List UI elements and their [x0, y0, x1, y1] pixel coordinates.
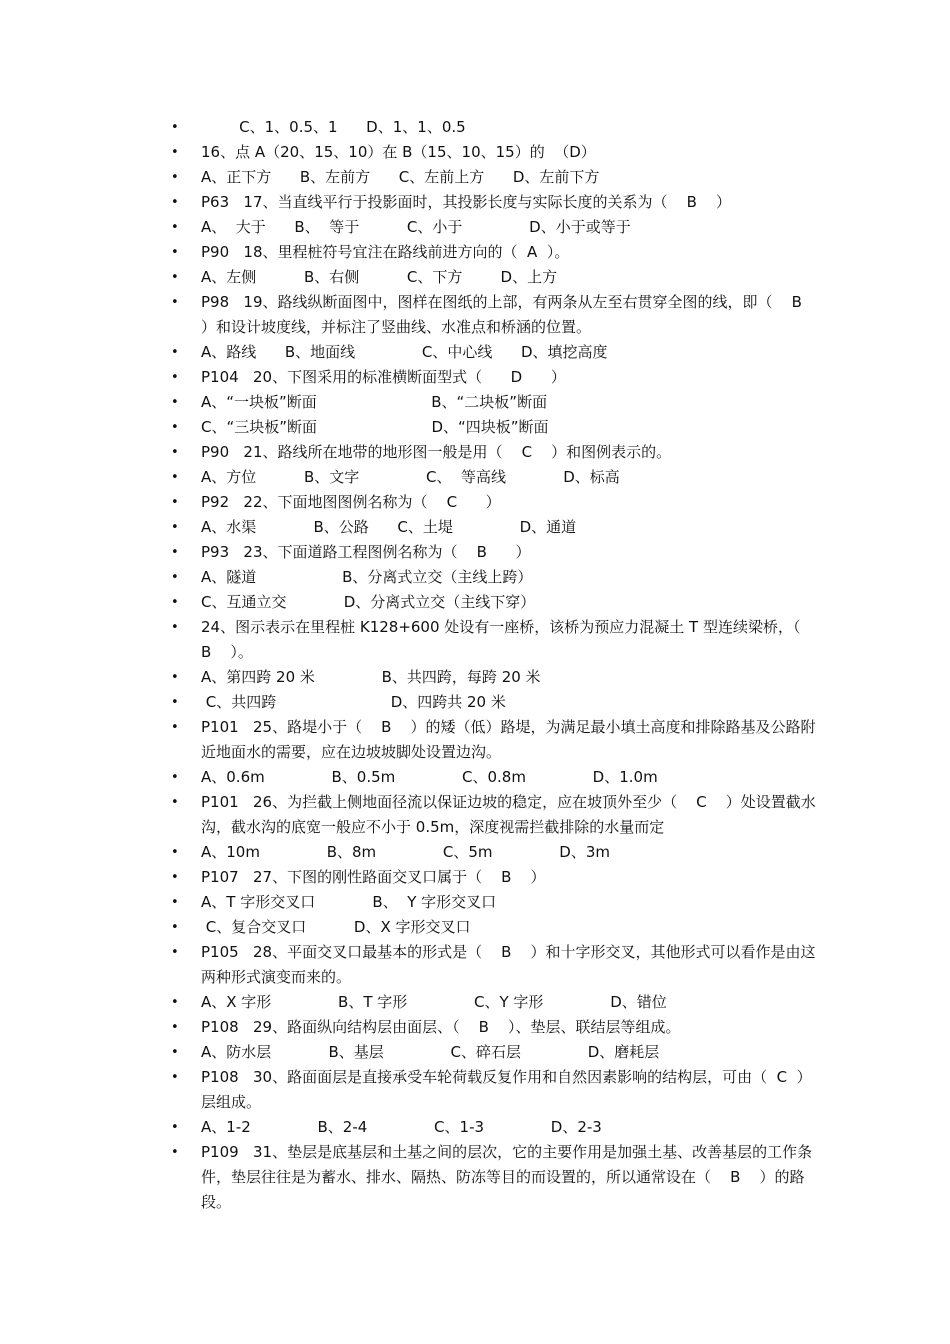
question-line	[168, 565, 818, 590]
question-line	[168, 1115, 818, 1140]
question-list	[168, 115, 821, 1215]
question-line	[168, 415, 818, 440]
bullet-marker: •	[171, 795, 179, 810]
bullet-marker: •	[171, 145, 179, 160]
question-text: A、1-2 B、2-4 C、1-3 D、2-3	[201, 1118, 602, 1136]
question-text: A、X 字形 B、T 字形 C、Y 字形 D、错位	[201, 993, 667, 1011]
question-text: P90 18、里程桩符号宜注在路线前进方向的（ A ）。	[201, 243, 570, 261]
question-text: A、“一块板”断面 B、“二块板”断面	[201, 393, 548, 411]
question-text: C、复合交叉口 D、X 字形交叉口	[201, 918, 471, 936]
question-line	[168, 240, 818, 265]
question-text: A、路线 B、地面线 C、中心线 D、填挖高度	[201, 343, 608, 361]
question-line	[168, 865, 818, 890]
question-line	[168, 1140, 818, 1215]
question-line	[168, 115, 818, 140]
question-text: A、方位 B、文字 C、 等高线 D、标高	[201, 468, 620, 486]
bullet-marker: •	[171, 220, 179, 235]
bullet-marker: •	[171, 370, 179, 385]
bullet-marker: •	[171, 720, 179, 735]
question-text: P101 26、为拦截上侧地面径流以保证边坡的稳定，应在坡顶外至少（ C ）处设置截水沟，截水沟的底宽一般应不小于 0.5m，深度视需拦截排除的水量而定	[201, 793, 816, 836]
question-line	[168, 165, 818, 190]
question-text: A、10m B、8m C、5m D、3m	[201, 843, 610, 861]
question-text: P109 31、垫层是底基层和土基之间的层次，它的主要作用是加强土基、改善基层的工作条件，垫层往往是为蓄水、排水、隔热、防冻等目的而设置的，所以通常设在（ B ）的路段。	[201, 1143, 813, 1211]
question-text: A、防水层 B、基层 C、碎石层 D、磨耗层	[201, 1043, 660, 1061]
question-text: C、共四跨 D、四跨共 20 米	[201, 693, 506, 711]
question-text: A、T 字形交叉口 B、 Y 字形交叉口	[201, 893, 497, 911]
question-line	[168, 190, 818, 215]
bullet-marker: •	[171, 895, 179, 910]
question-text: A、左侧 B、右侧 C、下方 D、上方	[201, 268, 558, 286]
question-line	[168, 615, 818, 665]
bullet-marker: •	[171, 845, 179, 860]
bullet-marker: •	[171, 170, 179, 185]
question-line	[168, 340, 818, 365]
question-text: P98 19、路线纵断面图中，图样在图纸的上部，有两条从左至右贯穿全图的线，即（ B ）和设计坡度线，并标注了竖曲线、水准点和桥涵的位置。	[201, 293, 821, 336]
question-text: P105 28、平面交叉口最基本的形式是（ B ）和十字形交叉，其他形式可以看作是由这两种形式演变而来的。	[201, 943, 816, 986]
question-text: 24、图示表示在里程桩 K128+600 处设有一座桥，该桥为预应力混凝土 T 型连续梁桥，（ B ）。	[201, 618, 820, 661]
bullet-marker: •	[171, 445, 179, 460]
bullet-marker: •	[171, 1020, 179, 1035]
question-text: A、0.6m B、0.5m C、0.8m D、1.0m	[201, 768, 658, 786]
bullet-marker: •	[171, 570, 179, 585]
question-line	[168, 690, 818, 715]
bullet-marker: •	[171, 595, 179, 610]
question-text: P92 22、下面地图图例名称为（ C ）	[201, 493, 501, 511]
bullet-marker: •	[171, 270, 179, 285]
question-text: P93 23、下面道路工程图例名称为（ B ）	[201, 543, 531, 561]
question-text: C、“三块板”断面 D、“四块板”断面	[201, 418, 549, 436]
question-line	[168, 215, 818, 240]
question-line	[168, 790, 818, 840]
question-line	[168, 1065, 818, 1115]
question-line	[168, 465, 818, 490]
bullet-marker: •	[171, 1045, 179, 1060]
question-line	[168, 390, 818, 415]
question-line	[168, 915, 818, 940]
question-line	[168, 515, 818, 540]
question-line	[168, 140, 818, 165]
bullet-marker: •	[171, 995, 179, 1010]
bullet-marker: •	[171, 920, 179, 935]
bullet-marker: •	[171, 1145, 179, 1160]
question-line	[168, 665, 818, 690]
question-text: P101 25、路堤小于（ B ）的矮（低）路堤，为满足最小填土高度和排除路基及公路附近地面水的需要，应在边坡坡脚处设置边沟。	[201, 718, 816, 761]
bullet-marker: •	[171, 520, 179, 535]
bullet-marker: •	[171, 345, 179, 360]
question-line	[168, 840, 818, 865]
question-line	[168, 890, 818, 915]
bullet-marker: •	[171, 945, 179, 960]
bullet-marker: •	[171, 870, 179, 885]
bullet-marker: •	[171, 670, 179, 685]
question-text: A、第四跨 20 米 B、共四跨，每跨 20 米	[201, 668, 541, 686]
question-text: 16、点 A（20、15、10）在 B（15、10、15）的 （D）	[201, 143, 596, 161]
bullet-marker: •	[171, 195, 179, 210]
question-text: P108 30、路面面层是直接承受车轮荷载反复作用和自然因素影响的结构层，可由（ C ）层组成。	[201, 1068, 812, 1111]
bullet-marker: •	[171, 470, 179, 485]
bullet-marker: •	[171, 420, 179, 435]
question-text: C、互通立交 D、分离式立交（主线下穿）	[201, 593, 536, 611]
question-line	[168, 590, 818, 615]
question-text: A、 大于 B、 等于 C、小于 D、小于或等于	[201, 218, 631, 236]
question-text: P107 27、下图的刚性路面交叉口属于（ B ）	[201, 868, 546, 886]
question-line	[168, 990, 818, 1015]
question-text: P63 17、当直线平行于投影面时，其投影长度与实际长度的关系为（ B ）	[201, 193, 731, 211]
question-line	[168, 265, 818, 290]
question-line	[168, 715, 818, 765]
bullet-marker: •	[171, 620, 179, 635]
question-text: P108 29、路面纵向结构层由面层、（ B ）、垫层、联结层等组成。	[201, 1018, 681, 1036]
question-text: P104 20、下图采用的标准横断面型式（ D ）	[201, 368, 566, 386]
question-line	[168, 490, 818, 515]
question-line	[168, 440, 818, 465]
bullet-marker: •	[171, 295, 179, 310]
bullet-marker: •	[171, 395, 179, 410]
question-text: C、1、0.5、1 D、1、1、0.5	[201, 118, 466, 136]
bullet-marker: •	[171, 770, 179, 785]
bullet-marker: •	[171, 120, 179, 135]
bullet-marker: •	[171, 495, 179, 510]
bullet-marker: •	[171, 695, 179, 710]
bullet-marker: •	[171, 545, 179, 560]
question-line	[168, 940, 818, 990]
bullet-marker: •	[171, 245, 179, 260]
question-text: A、水渠 B、公路 C、土堤 D、通道	[201, 518, 577, 536]
question-text: A、正下方 B、左前方 C、左前上方 D、左前下方	[201, 168, 600, 186]
bullet-marker: •	[171, 1070, 179, 1085]
question-line	[168, 1040, 818, 1065]
question-text: P90 21、路线所在地带的地形图一般是用（ C ）和图例表示的。	[201, 443, 672, 461]
question-line	[168, 1015, 818, 1040]
question-text: A、隧道 B、分离式立交（主线上跨）	[201, 568, 533, 586]
question-line	[168, 365, 818, 390]
question-line	[168, 765, 818, 790]
question-line	[168, 540, 818, 565]
question-line	[168, 290, 821, 340]
bullet-marker: •	[171, 1120, 179, 1135]
